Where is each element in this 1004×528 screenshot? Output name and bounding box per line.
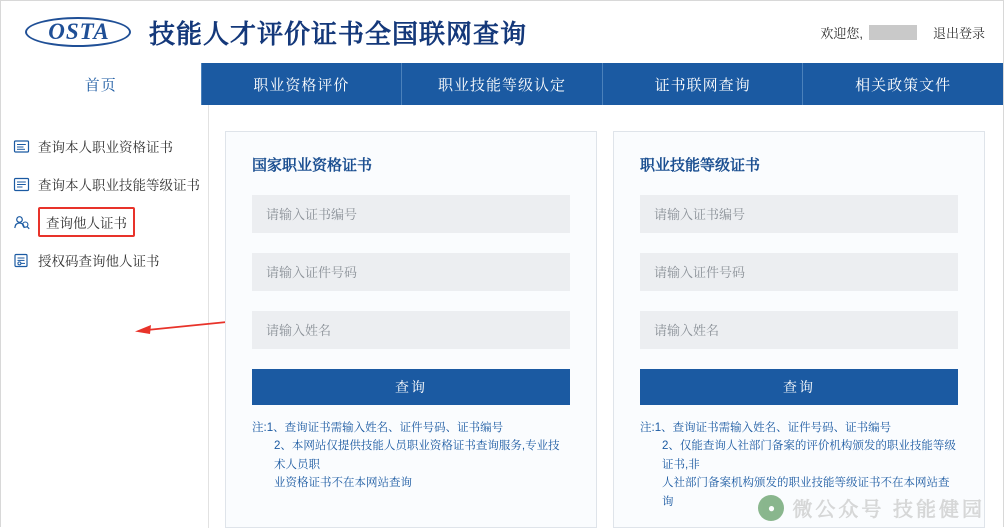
main-nav: [1, 63, 1003, 105]
id-number-input[interactable]: [640, 253, 958, 291]
note-line: 注:1、查询证书需输入姓名、证件号码、证书编号: [640, 422, 892, 434]
nav-item-vocational-qualification[interactable]: 职业资格评价: [202, 63, 403, 105]
sidebar-item-own-skill-level-cert[interactable]: [1, 165, 208, 203]
person-search-icon: [13, 214, 30, 231]
welcome-label: 欢迎您,: [820, 25, 863, 41]
note-line: 业资格证书不在本网站查询: [274, 477, 412, 490]
logo-text: OSTA: [48, 19, 110, 44]
watermark-logo-icon: ●: [758, 495, 784, 521]
full-name-input[interactable]: [640, 311, 958, 349]
watermark-text: 微公众号 技能健园: [792, 499, 985, 521]
sidebar-item-own-vocational-cert[interactable]: [1, 127, 208, 165]
certificate-icon: [13, 176, 30, 193]
full-name-input[interactable]: [252, 311, 570, 349]
logout-link[interactable]: 退出登录: [932, 25, 985, 41]
key-certificate-icon: [13, 252, 30, 269]
id-number-input[interactable]: [252, 253, 570, 291]
certificate-icon: [13, 138, 30, 155]
username-masked: [869, 25, 917, 40]
sidebar-item-label: 查询本人职业技能等级证书: [38, 178, 200, 193]
note-line: 人社部门备案机构颁发的职业技能等级证书不在本网站查询: [662, 477, 950, 508]
sidebar-item-label: 查询他人证书: [38, 207, 135, 237]
page-title: 技能人才评价证书全国联网查询: [149, 18, 528, 49]
nav-item-home[interactable]: 首页: [1, 63, 202, 105]
sidebar-item-label: 授权码查询他人证书: [38, 254, 160, 269]
panel-skill-level-certificate: [613, 131, 985, 528]
sidebar: [1, 105, 209, 528]
header-user-area: [820, 23, 985, 42]
query-panels: [209, 105, 1003, 528]
panel-notes: [252, 419, 570, 493]
query-button[interactable]: 查询: [640, 369, 958, 405]
cert-number-input[interactable]: [640, 195, 958, 233]
nav-item-skill-level[interactable]: 职业技能等级认定: [402, 63, 603, 105]
sidebar-item-authcode-query-others-cert[interactable]: [1, 241, 208, 279]
content-area: [1, 105, 1003, 528]
nav-item-certificate-query[interactable]: 证书联网查询: [603, 63, 804, 105]
panel-title: 国家职业资格证书: [252, 157, 373, 174]
site-header: [1, 1, 1003, 63]
nav-item-policy-documents[interactable]: 相关政策文件: [855, 76, 952, 94]
site-logo[interactable]: [25, 14, 527, 51]
osta-logo-icon: [25, 15, 133, 49]
note-line: 2、本网站仅提供技能人员职业资格证书查询服务,专业技术人员职: [274, 440, 560, 471]
panel-notes: [640, 419, 958, 511]
panel-title: 职业技能等级证书: [640, 157, 761, 174]
query-button[interactable]: 查询: [252, 369, 570, 405]
sidebar-item-label: 查询本人职业资格证书: [38, 140, 173, 155]
panel-national-vocational-certificate: [225, 131, 597, 528]
note-line: 注:1、查询证书需输入姓名、证件号码、证书编号: [252, 422, 504, 434]
note-line: 2、仅能查询人社部门备案的评价机构颁发的职业技能等级证书,非: [662, 440, 956, 471]
sidebar-item-query-others-cert[interactable]: [1, 203, 208, 241]
cert-number-input[interactable]: [252, 195, 570, 233]
